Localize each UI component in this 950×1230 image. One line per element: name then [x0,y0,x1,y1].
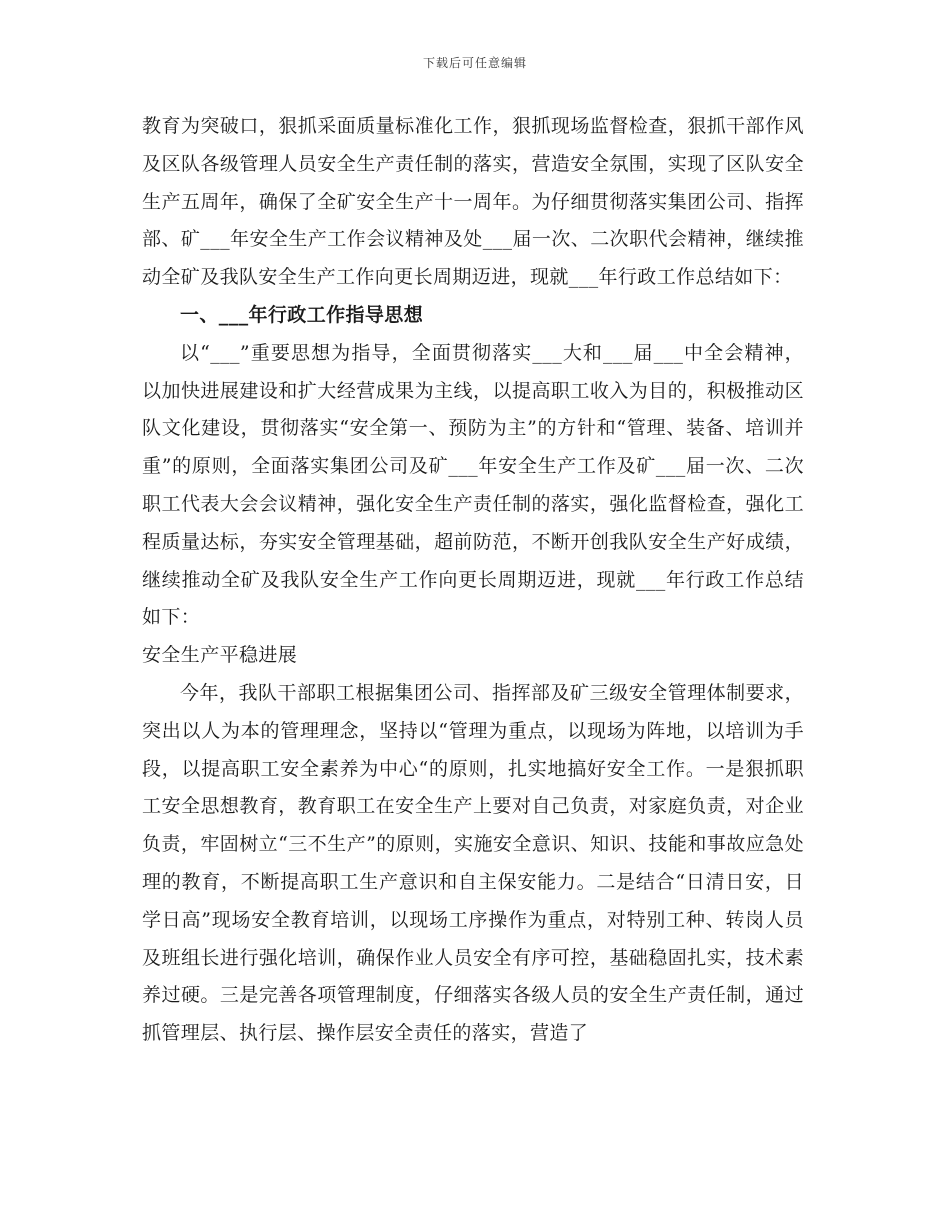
page-header-note: 下载后可任意编辑 [422,56,527,70]
paragraph-intro: 教育为突破口，狠抓采面质量标准化工作，狠抓现场监督检查，狠抓干部作风及区队各级管理人员安全生产责任制的落实，营造安全氛围，实现了区队安全生产五周年，确保了全矿安全生产十一周年。为仔细贯彻落实集团公司、指挥部、矿___年安全生产工作会议精神及处___届一次、二次职代会精神，继续推动全矿及我队安全生产工作向更长周期迈进，现就___年行政工作总结如下： [142,115,804,289]
document-body [142,108,804,1053]
subheading-safety-progress: 安全生产平稳进展 [142,644,298,667]
section-heading-guiding-thought: 一、___年行政工作指导思想 [180,303,424,326]
paragraph-guiding-thought: 以“___”重要思想为指导，全面贯彻落实___大和___届___中全会精神，以加快进展建设和扩大经营成果为主线，以提高职工收入为目的，积极推动区队文化建设，贯彻落实“安全第一、预防为主”的方针和“管理、装备、培训并重”的原则，全面落实集团公司及矿___年安全生产工作及矿___届一次、二次职工代表大会会议精神，强化安全生产责任制的落实，强化监督检查，强化工程质量达标，夯实安全管理基础，超前防范，不断开创我队安全生产好成绩，继续推动全矿及我队安全生产工作向更长周期迈进，现就___年行政工作总结如下： [142,341,804,629]
paragraph-safety-progress: 今年，我队干部职工根据集团公司、指挥部及矿三级安全管理体制要求，突出以人为本的管理理念，坚持以“管理为重点，以现场为阵地，以培训为手段，以提高职工安全素养为中心“的原则，扎实地搞好安全工作。一是狠抓职工安全思想教育，教育职工在安全生产上要对自己负责，对家庭负责，对企业负责，牢固树立“三不生产”的原则，实施安全意识、知识、技能和事故应急处理的教育，不断提高职工生产意识和自主保安能力。二是结合“日清日安，日学日高”现场安全教育培训，以现场工序操作为重点，对特别工种、转岗人员及班组长进行强化培训，确保作业人员安全有序可控，基础稳固扎实，技术素养过硬。三是完善各项管理制度，仔细落实各级人员的安全生产责任制，通过抓管理层、执行层、操作层安全责任的落实，营造了 [142,681,804,1045]
